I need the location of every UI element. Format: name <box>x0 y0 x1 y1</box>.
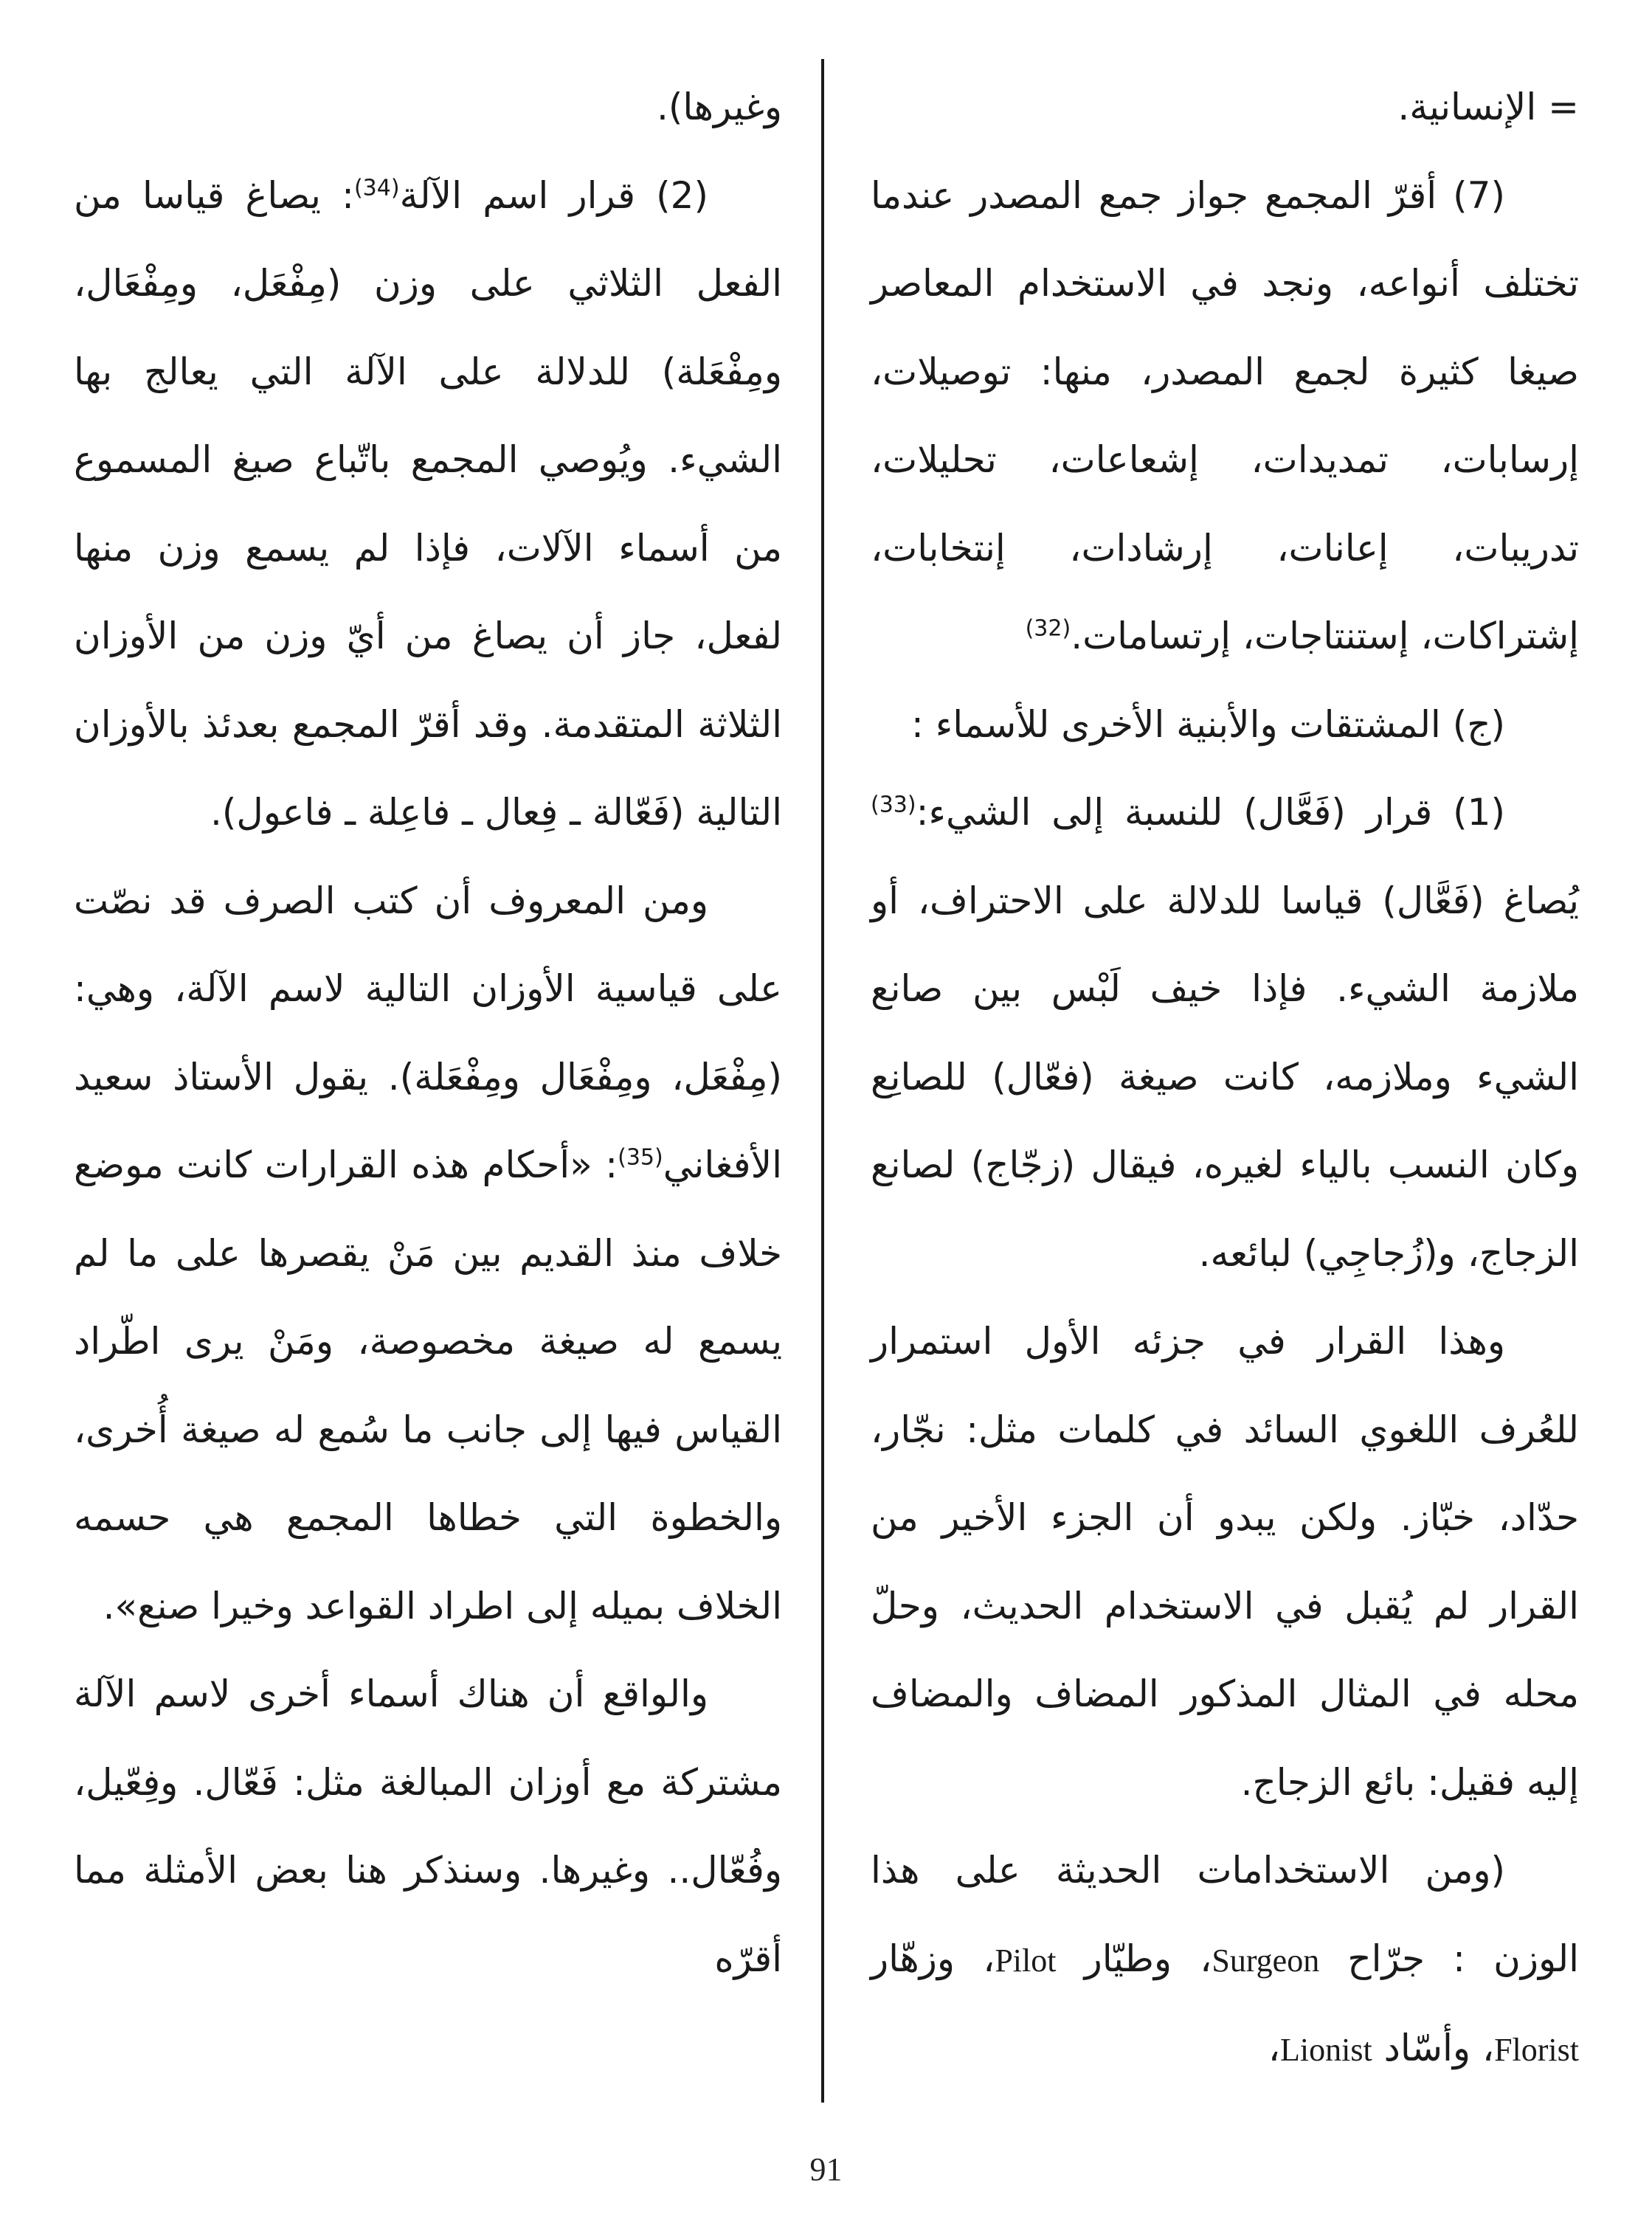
column-divider <box>821 59 824 2103</box>
paragraph-usage-commentary: وهذا القرار في جزئه الأول استمرار للعُرف اللغوي السائد في كلمات مثل: نجّار، حدّاد، خبّاز. ولكن يبدو أن الجزء الأخير من القرار لم يُقبل في الاستخدام الحديث، وحلّ محله في المثال المذكور المضاف والمضاف إليه فقيل: بائع الزجاج. <box>871 1320 1579 1804</box>
latin-term-lionist: Lionist <box>1280 2032 1372 2068</box>
latin-term-surgeon: Surgeon <box>1212 1942 1320 1979</box>
paragraph-afghani-quote: ومن المعروف أن كتب الصرف قد نصّت على قياسية الأوزان التالية لاسم الآلة، وهي: (مِفْعَل، ومِفْعَال ومِفْعَلة). يقول الأستاذ سعيد الأفغاني$^{(35)}$: «أحكام هذه القرارات كانت موضع خلاف منذ القديم بين مَنْ يقصرها على ما لم يسمع له صيغة مخصوصة، ومَنْ يرى اطّراد القياس فيها إلى جانب ما سُمع له صيغة أُخرى، والخطوة التي خطاها المجمع هي حسمه الخلاف بميله إلى اطراد القواعد وخيرا صنع». <box>74 879 782 1627</box>
footnote-ref-33: (33) <box>871 792 916 818</box>
latin-term-florist: Florist <box>1494 2032 1579 2068</box>
right-column <box>871 63 1579 2094</box>
left-column <box>74 63 782 2003</box>
continuation-text: = الإنسانية. <box>1397 86 1579 128</box>
paragraph-faaal-decision: (1) قرار (فَعَّال) للنسبة إلى الشيء:$^{(33)}$ يُصاغ (فَعَّال) قياسا للدلالة على الاحتراف، أو ملازمة الشيء. فإذا خيف لَبْس بين صانع الشيء وملازمه، كانت صيغة (فعّال) للصانِع وكان النسب بالياء لغيره، فيقال (زجّاج) لصانع الزجاج، و(زُجاجِي) لبائعه. <box>871 791 1579 1275</box>
section-heading-derivatives: (ج) المشتقات والأبنية الأخرى للأسماء : <box>910 702 1505 746</box>
page-number: 91 <box>809 2151 843 2187</box>
paragraph-modern-examples: (ومن الاستخدامات الحديثة على هذا الوزن : جرّاح Surgeon، وطيّار Pilot، وزهّار Florist، وأسّاد Lionist، <box>871 1849 1579 2069</box>
paragraph-other-instrument-nouns: والواقع أن هناك أسماء أخرى لاسم الآلة مشتركة مع أوزان المبالغة مثل: فَعّال. وفِعّيل، وفُعّال.. وغيرها. وسنذكر هنا بعض الأمثلة مما أقرّه <box>74 1672 782 1980</box>
footnote-ref-32: (32) <box>1025 615 1071 642</box>
continuation-text: وغيرها). <box>657 86 782 128</box>
latin-term-pilot: Pilot <box>995 1942 1057 1979</box>
paragraph-7-plural-masdar: (7) أقرّ المجمع جواز جمع المصدر عندما تختلف أنواعه، ونجد في الاستخدام المعاصر صيغا كثيرة لجمع المصدر، منها: توصيلات، إرسابات، تمديدات، إشعاعات، تحليلات، تدريبات، إعانات، إرشادات، إنتخابات، إشتراكات، إستنتاجات، إرتسامات.$^{(32)}$ <box>871 173 1579 657</box>
footnote-ref-35: (35) <box>618 1144 663 1171</box>
paragraph-instrument-noun: (2) قرار اسم الآلة$^{(34)}$: يصاغ قياسا من الفعل الثلاثي على وزن (مِفْعَل، ومِفْعَال، ومِفْعَلة) للدلالة على الآلة التي يعالج بها الشيء. ويُوصي المجمع باتّباع صيغ المسموع من أسماء الآلات، فإذا لم يسمع وزن منها لفعل، جاز أن يصاغ من أيّ وزن من الأوزان الثلاثة المتقدمة. وقد أقرّ المجمع بعدئذ بالأوزان التالية (فَعّالة ـ فِعال ـ فاعِلة ـ فاعول). <box>74 173 782 834</box>
footnote-ref-34: (34) <box>353 174 400 201</box>
